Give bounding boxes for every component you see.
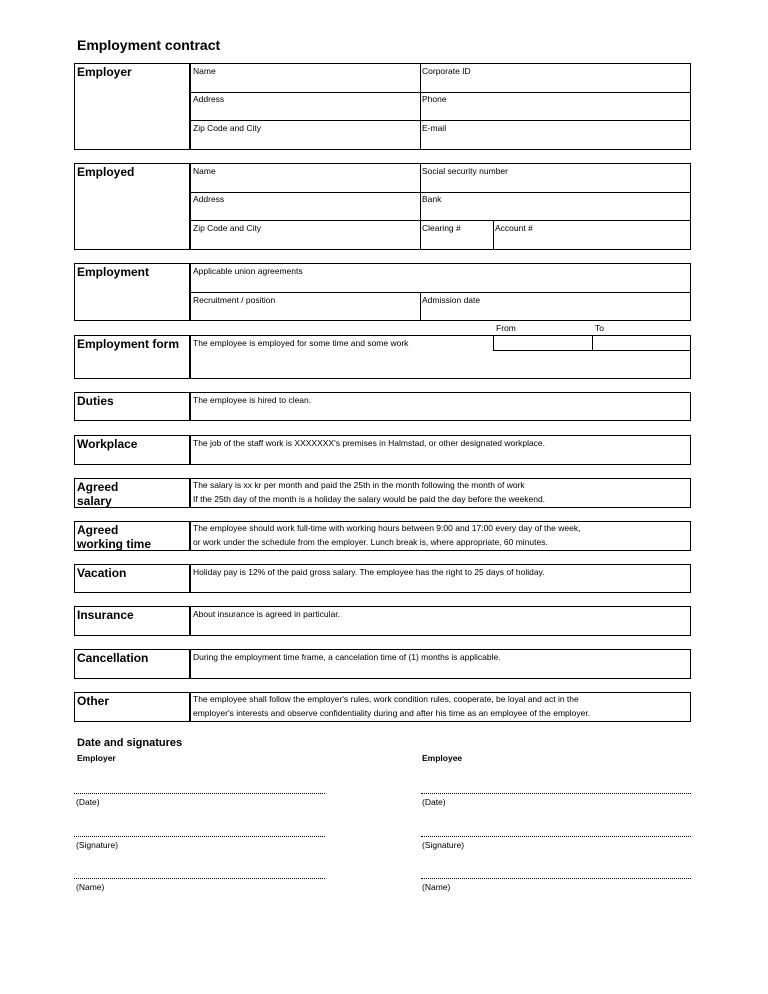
employer-name-line[interactable] — [74, 878, 325, 879]
employed-zip-city-field[interactable]: Zip Code and City — [193, 223, 262, 233]
salary-text — [191, 478, 547, 508]
salary-section-label — [74, 478, 191, 508]
working-time-label-line-2: working time — [77, 537, 152, 551]
employed-section-label: Employed — [74, 163, 191, 250]
employment-form-text: The employee is employed for some time and some work — [193, 338, 409, 348]
employer-name-field[interactable]: Name — [193, 66, 216, 76]
salary-text-line-2: If the 25th day of the month is a holiday the salary would be paid the day before the weekend. — [193, 494, 546, 504]
employer-corporate-id-field[interactable]: Corporate ID — [422, 66, 471, 76]
from-date-field[interactable] — [493, 335, 593, 350]
page-title: Employment contract — [77, 37, 221, 53]
other-text-line-1: The employee shall follow the employer's rules, work condition rules, cooperate, be loyal and act in the — [193, 694, 579, 704]
working-time-text-line-2: or work under the schedule from the employer. Lunch break is, where appropriate, 60 minutes. — [193, 537, 548, 547]
working-time-label-line-1: Agreed — [77, 523, 119, 537]
from-label: From — [496, 323, 516, 333]
employer-email-field[interactable]: E-mail — [422, 123, 447, 133]
employee-name-label: (Name) — [422, 882, 451, 892]
employer-address-field[interactable]: Address — [193, 94, 225, 104]
employee-signature-label: (Signature) — [422, 840, 465, 850]
employee-signature-heading: Employee — [422, 753, 463, 763]
working-time-text-line-1: The employee should work full-time with working hours between 9:00 and 17:00 every day of the week, — [193, 523, 581, 533]
employer-date-line[interactable] — [74, 793, 325, 794]
duties-text: The employee is hired to clean. — [193, 395, 312, 405]
salary-text-line-1: The salary is xx kr per month and paid the 25th in the month following the month of work — [193, 480, 525, 490]
to-label: To — [595, 323, 604, 333]
working-time-section-label — [74, 521, 191, 551]
employer-zip-city-field[interactable]: Zip Code and City — [193, 123, 262, 133]
workplace-section-label: Workplace — [74, 435, 191, 465]
employee-name-line[interactable] — [421, 878, 691, 879]
employer-name-label: (Name) — [76, 882, 105, 892]
vacation-section-label: Vacation — [74, 564, 191, 593]
cancellation-text: During the employment time frame, a cancelation time of (1) months is applicable. — [193, 652, 501, 662]
employed-ssn-field[interactable]: Social security number — [422, 166, 508, 176]
employment-form-section-label: Employment form — [74, 335, 191, 379]
employer-signature-heading: Employer — [77, 753, 116, 763]
admission-date-field[interactable]: Admission date — [422, 295, 481, 305]
insurance-section-label: Insurance — [74, 606, 191, 636]
employed-clearing-field[interactable]: Clearing # — [422, 223, 461, 233]
duties-section-label: Duties — [74, 392, 191, 421]
employed-address-field[interactable]: Address — [193, 194, 225, 204]
employer-phone-field[interactable]: Phone — [422, 94, 447, 104]
working-time-text — [191, 521, 582, 551]
employment-section-label: Employment — [74, 263, 191, 321]
employer-date-label: (Date) — [76, 797, 100, 807]
employed-name-field[interactable]: Name — [193, 166, 216, 176]
employee-date-line[interactable] — [421, 793, 691, 794]
signatures-heading: Date and signatures — [77, 737, 183, 749]
employer-signature-label: (Signature) — [76, 840, 119, 850]
other-section-label: Other — [74, 692, 191, 722]
employed-bank-field[interactable]: Bank — [422, 194, 442, 204]
union-agreements-field[interactable]: Applicable union agreements — [193, 266, 303, 276]
employer-signature-line[interactable] — [74, 836, 325, 837]
employee-date-label: (Date) — [422, 797, 446, 807]
employer-section-label: Employer — [74, 63, 191, 150]
other-text — [191, 692, 592, 722]
cancellation-section-label: Cancellation — [74, 649, 191, 679]
other-text-line-2: employer's interests and observe confidentiality during and after his time as an employee of the employer. — [193, 708, 591, 718]
recruitment-position-field[interactable]: Recruitment / position — [193, 295, 276, 305]
workplace-text: The job of the staff work is XXXXXXX's premises in Halmstad, or other designated workplace. — [193, 438, 546, 448]
employed-account-field[interactable]: Account # — [495, 223, 533, 233]
salary-label-line-1: Agreed — [77, 480, 119, 494]
insurance-text: About insurance is agreed in particular. — [193, 609, 340, 619]
employee-signature-line[interactable] — [421, 836, 691, 837]
vacation-text: Holiday pay is 12% of the paid gross salary. The employee has the right to 25 days of holiday. — [193, 567, 545, 577]
salary-label-line-2: salary — [77, 494, 112, 508]
to-date-field[interactable] — [593, 335, 691, 350]
